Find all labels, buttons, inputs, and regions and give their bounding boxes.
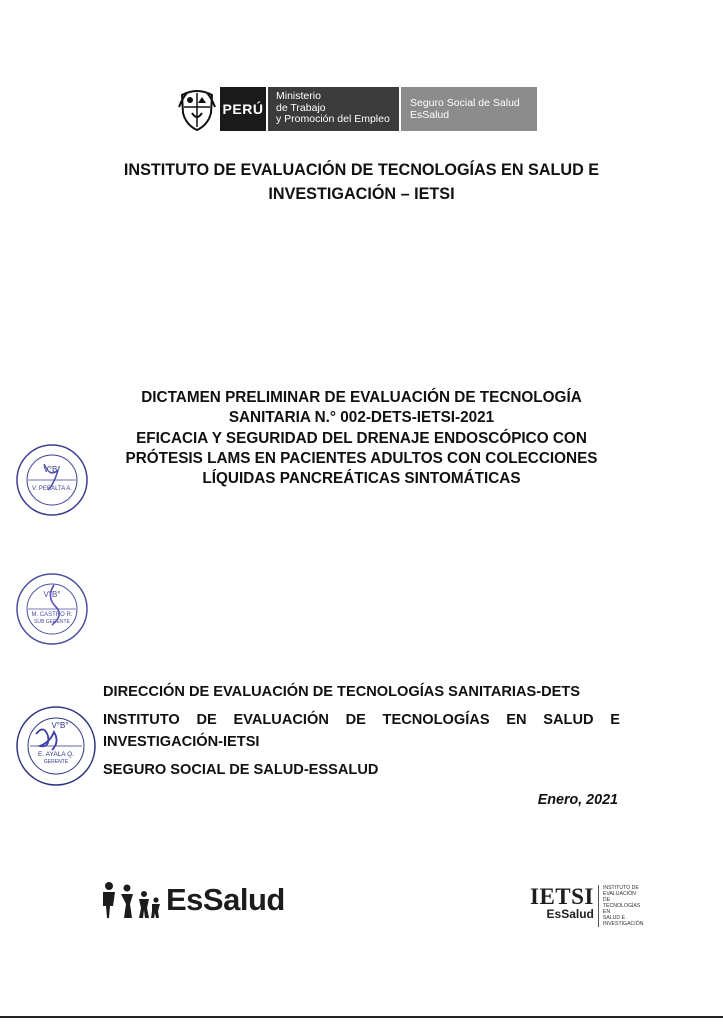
essalud-organization: SEGURO SOCIAL DE SALUD-ESSALUD: [103, 762, 379, 778]
ietsi-institute-line-2: INVESTIGACIÓN-IETSI: [103, 734, 260, 750]
stamp-name: V. PERALTA A.: [32, 486, 72, 492]
institute-title-line-1: INSTITUTO DE EVALUACIÓN DE TECNOLOGÍAS EN SALUD E: [123, 161, 600, 179]
ietsi-logo: [530, 885, 643, 927]
government-banner: [178, 87, 537, 131]
stamp-name: M. CASTRO R.: [31, 612, 73, 618]
institute-title: [60, 158, 663, 206]
ietsi-essalud-label: EsSalud: [546, 907, 594, 921]
ietsi-desc-line: INSTITUTO DE: [602, 885, 639, 891]
signature: [36, 729, 57, 750]
peru-coat-of-arms-icon: [178, 87, 216, 131]
stamp-role: SUB GERENTE: [34, 619, 70, 625]
ietsi-institute-line-1: INSTITUTO DE EVALUACIÓN DE TECNOLOGÍAS EN SALUD E: [103, 712, 620, 728]
essalud-wordmark: EsSalud: [166, 882, 285, 917]
ietsi-description: [598, 885, 643, 927]
institute-title-line-2: INVESTIGACIÓN – IETSI: [268, 185, 455, 203]
agency-line-2: EsSalud: [410, 108, 450, 121]
agency-label: [399, 87, 537, 131]
peru-label: PERÚ: [220, 87, 266, 131]
ietsi-desc-line: EVALUACIÓN DE: [602, 891, 636, 903]
page-bottom-border: [0, 1016, 723, 1018]
stamp-vb: V°B°: [51, 721, 69, 730]
document-title: [60, 388, 663, 489]
ministry-line-2: de Trabajo: [276, 101, 326, 114]
ministry-line-3: y Promoción del Empleo: [276, 113, 390, 125]
agency-line-1: Seguro Social de Salud: [410, 97, 520, 109]
document-title-line-1: DICTAMEN PRELIMINAR DE EVALUACIÓN DE TECNOLOGÍA: [141, 389, 582, 406]
stamp-vb: V°B°: [43, 590, 61, 599]
approval-stamp-ayala: [14, 704, 98, 788]
stamp-role: GERENTE: [43, 759, 69, 765]
document-title-line-4: PRÓTESIS LAMS EN PACIENTES ADULTOS CON COLECCIONES: [125, 449, 598, 467]
document-date: Enero, 2021: [537, 792, 618, 808]
essalud-logo: [100, 880, 285, 920]
ministry-line-1: Ministerio: [276, 90, 321, 102]
dets-directorate: DIRECCIÓN DE EVALUACIÓN DE TECNOLOGÍAS SANITARIAS-DETS: [103, 684, 581, 700]
document-title-line-5: LÍQUIDAS PANCREÁTICAS SINTOMÁTICAS: [202, 470, 521, 488]
approval-stamp-castro: [14, 571, 90, 647]
ietsi-logo-text: [530, 885, 594, 927]
ietsi-desc-line: TECNOLOGÍAS EN: [602, 903, 641, 915]
ietsi-desc-line: SALUD E: [602, 915, 626, 921]
approval-stamp-peralta: [14, 442, 90, 518]
document-title-line-2: SANITARIA N.° 002-DETS-IETSI-2021: [228, 409, 495, 427]
family-figures-icon: [100, 880, 162, 920]
ministry-label: [266, 87, 399, 131]
stamp-name: E. AYALA Q.: [38, 751, 74, 758]
ietsi-wordmark: IETSI: [530, 884, 594, 909]
document-title-line-3: EFICACIA Y SEGURIDAD DEL DRENAJE ENDOSCÓPICO CON: [136, 429, 587, 447]
stamp-vb: V°B°: [43, 465, 61, 474]
ietsi-desc-line: INVESTIGACIÓN: [602, 921, 644, 927]
